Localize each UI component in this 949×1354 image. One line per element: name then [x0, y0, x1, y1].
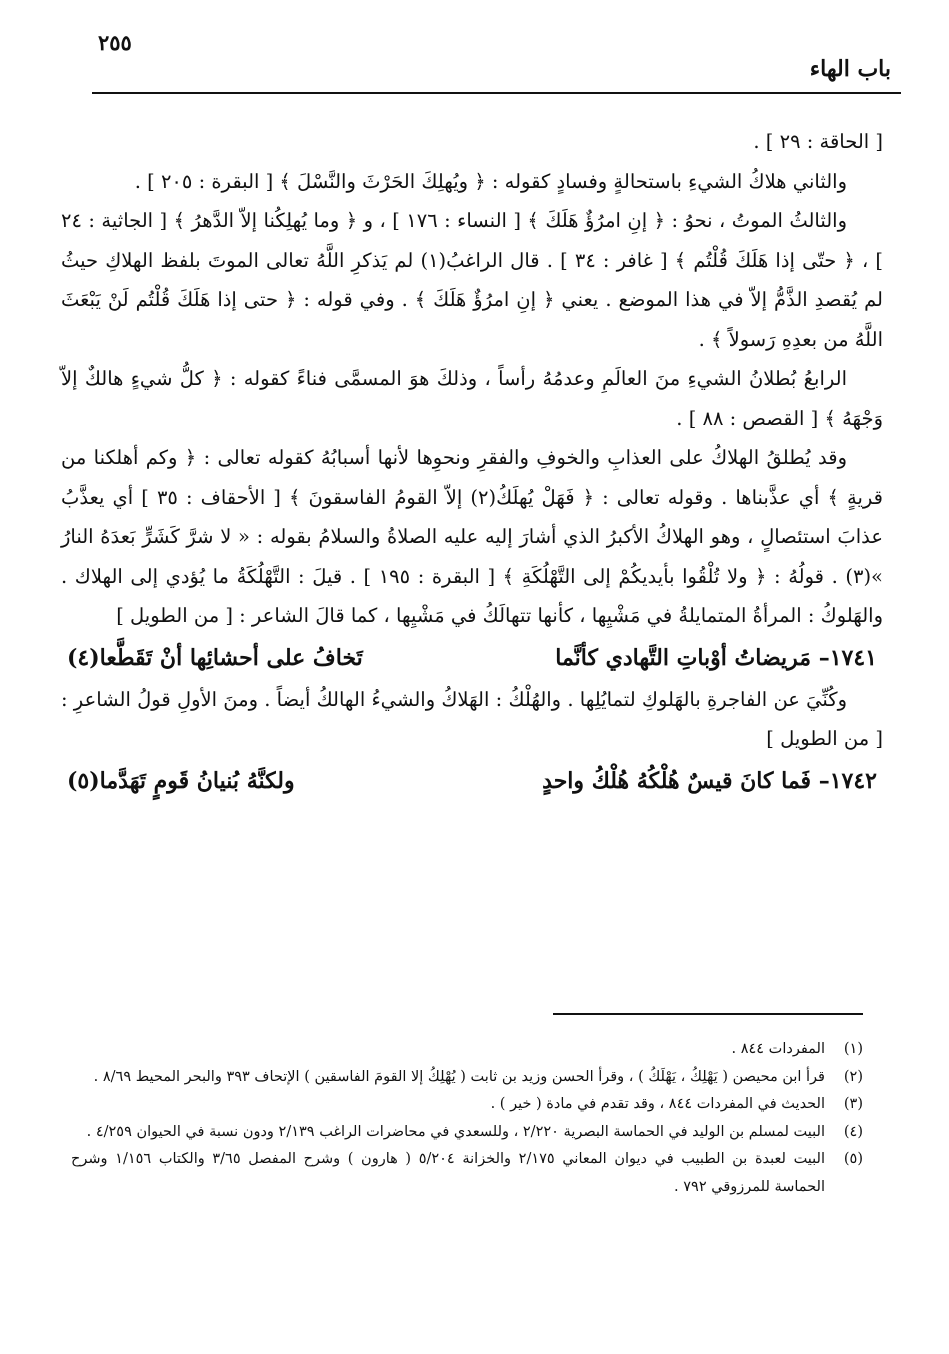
verse-number: ١٧٤١ [829, 644, 877, 671]
footnote-item [71, 1064, 863, 1092]
paragraph-third-meaning: والثالثُ الموتُ ، نحوُ : ﴿ إنِ امرُؤٌ هَلَكَ ﴾ [ النساء : ١٧٦ ] ، و ﴿ وما يُهلِكُنا إلاّ الدَّهرُ ﴾ [ الجاثية : ٢٤ ] ، ﴿ حتّى إذا هَلَكَ قُلْتُم ﴾ [ غافر : ٣٤ ] . قال الراغبُ(١) لم يَذكرِ اللَّهُ تعالى الموتَ بلفظ الهلاكِ حيثُ لم يُقصدِ الذَّمُّ إلاّ في هذا الموضع . يعني ﴿ إنِ امرُؤٌ هَلَكَ ﴾ . وفي قوله : ﴿ حتى إذا هَلَكَ قُلْتُم لَنْ يَبْعَثَ اللَّهُ من بعدِهِ رَسولاً ﴾ . [61, 209, 884, 351]
verse-first-hemistich-text: – مَريضاتُ أوْباتِ التَّهادي كأنَّما [555, 644, 830, 671]
footnotes [71, 1036, 863, 1201]
paragraph-other-uses: وقد يُطلقُ الهلاكُ على العذابِ والخوفِ والفقرِ ونحوِها لأنها أسبابُهُ كقوله تعالى : ﴿ وكم أهلكنا من قريةٍ ﴾ أي عذَّبناها . وقوله تعالى : ﴿ فَهَلْ يُهلَكُ(٢) إلاّ القومُ الفاسقونَ ﴾ [ الأحقاف : ٣٥ ] أي يعذَّبُ عذابَ استئصالٍ ، وهو الهلاكُ الأكبرُ الذي أشارَ إليه عليه الصلاةُ والسلامُ بقوله : « لا شرَّ كَشَرٍّ بَعدَهُ النارُ »(٣) . قولُهُ : ﴿ ولا تُلْقُوا بأيديكُمْ إلى التَّهْلُكَةِ ﴾ [ البقرة : ١٩٥ ] . قيلَ : التَّهْلُكَةُ ما يُؤدي إلى الهلاك . والهَلوكُ : المرأةُ المتمايلةُ في مَشْيِها ، كأنها تتهالَكُ في مَشْيِها ، كما قالَ الشاعر : [ من الطويل ] [61, 446, 884, 627]
footnote-item [71, 1119, 863, 1147]
footnote-divider [553, 1013, 863, 1015]
page-number: ٢٥٥ [98, 30, 132, 55]
main-text [61, 122, 883, 803]
paragraph-halook: وكُنِّيَ عن الفاجرةِ بالهَلوكِ لتمايُلِها . والهُلْكُ : الهَلاكُ والشيءُ الهالكُ أيضاً . ومنَ الأولِ قولُ الشاعرِ : [ من الطويل ] [61, 687, 883, 750]
footnote-text: قرأ ابن محيصن ( يَهْلِكُ ، يَهْلَكُ ) ، وقرأ الحسن وزيد بن ثابت ( يُهْلِكُ إلا القومَ الفاسقين ) الإتحاف ٣٩٣ والبحر المحيط ٨/٦٩ . [93, 1068, 825, 1085]
footnote-item [71, 1036, 863, 1064]
chapter-title: باب الهاء [809, 56, 891, 82]
verse-second-hemistich: تَخافُ على أحشائِها أنْ تَقَطَّعا(٤) [67, 644, 363, 671]
paragraph-second-meaning: والثاني هلاكُ الشيءِ باستحالةٍ وفسادٍ كقوله : ﴿ ويُهلِكَ الحَرْثَ والنَّسْلَ ﴾ [ البقرة : ٢٠٥ ] . [134, 169, 847, 193]
footnote-number: (٥) [843, 1151, 863, 1167]
paragraph-fourth-meaning: الرابعُ بُطلانُ الشيءِ منَ العالَمِ وعدمُهُ رأساً ، وذلكَ هوَ المسمَّى فناءً كقوله : ﴿ كلُّ شيءٍ هالكٌ إلاّ وَجْهَهُ ﴾ [ القصص : ٨٨ ] . [61, 367, 883, 430]
footnote-number: (٢) [843, 1068, 863, 1085]
footnote-text: البيت لعبدة بن الطبيب في ديوان المعاني ٢/١٧٥ والخزانة ٥/٢٠٤ ( هارون ) وشرح المفصل ٣/٦٥ والكتاب ١/١٥٦ وشرح الحماسة للمرزوقي ٧٩٢ . [71, 1151, 826, 1195]
footnote-item [71, 1091, 863, 1119]
verse-first-hemistich [542, 759, 877, 803]
verse-second-hemistich: ولكنَّهُ بُنيانُ قَومٍ تَهَدَّما(٥) [67, 767, 295, 794]
footnote-text: المفردات ٨٤٤ . [731, 1041, 825, 1057]
footnote-number: (٣) [843, 1096, 863, 1112]
footnote-text: البيت لمسلم بن الوليد في الحماسة البصرية ٢/٢٢٠ ، وللسعدي في محاضرات الراغب ٢/١٣٩ ودون نسبة في الحيوان ٤/٢٥٩ . [86, 1123, 825, 1140]
verse-first-hemistich-text: – فَما كانَ قيسٌ هُلْكُهُ هُلْكُ واحدٍ [542, 767, 830, 794]
footnote-number: (١) [843, 1041, 863, 1057]
paragraph-citation: [ الحاقة : ٢٩ ] . [753, 130, 883, 153]
poem-verse-1742 [61, 759, 883, 803]
footnote-item [71, 1146, 863, 1201]
verse-first-hemistich [555, 636, 877, 680]
header-divider [92, 92, 901, 94]
footnote-text: الحديث في المفردات ٨٤٤ ، وقد تقدم في مادة ( خير ) . [490, 1096, 825, 1112]
footnote-number: (٤) [843, 1123, 863, 1140]
verse-number: ١٧٤٢ [829, 767, 877, 794]
poem-verse-1741 [61, 636, 883, 680]
